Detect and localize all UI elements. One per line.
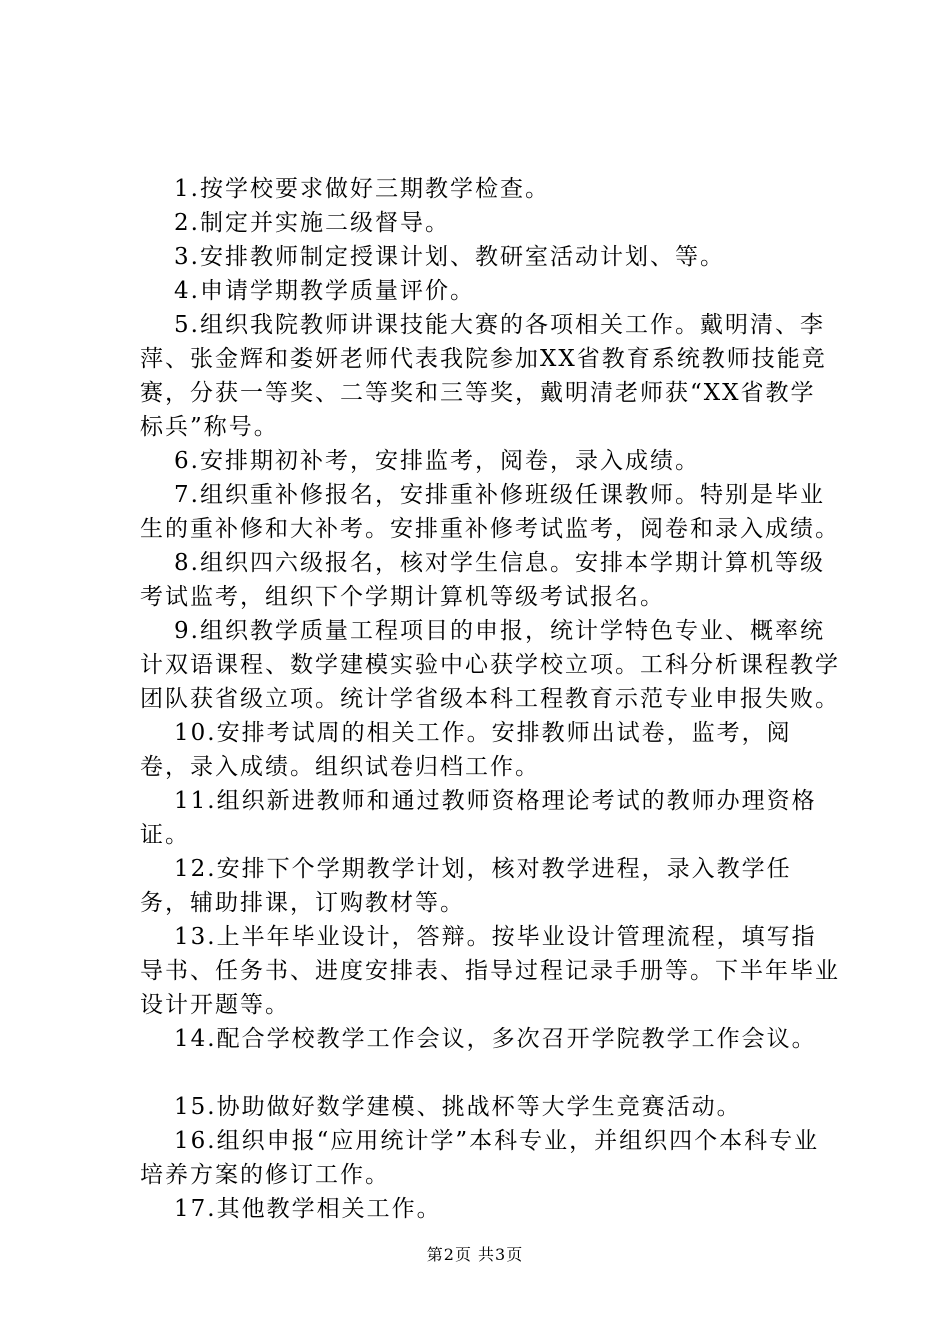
list-item: 7.组织重补修报名，安排重补修班级任课教师。特别是毕业生的重补修和大补考。安排重补修考试监考，阅卷和录入成绩。 [140,482,840,542]
list-item: 14.配合学校教学工作会议，多次召开学院教学工作会议。 [174,1026,817,1052]
list-item: 13.上半年毕业设计，答辩。按毕业设计管理流程，填写指导书、任务书、进度安排表、指导过程记录手册等。下半年毕业设计开题等。 [140,924,840,1018]
list-item: 10.安排考试周的相关工作。安排教师出试卷，监考，阅卷，录入成绩。组织试卷归档工作。 [140,720,792,780]
list-item: 16.组织申报“应用统计学”本科专业，并组织四个本科专业培养方案的修订工作。 [140,1128,820,1188]
list-item: 9.组织教学质量工程项目的申报，统计学特色专业、概率统计双语课程、数学建模实验中心获学校立项。工科分析课程教学团队获省级立项。统计学省级本科工程教育示范专业申报失败。 [140,618,840,712]
list-item: 12.安排下个学期教学计划，核对教学进程，录入教学任务，辅助排课，订购教材等。 [140,856,792,916]
list-item: 15.协助做好数学建模、挑战杯等大学生竞赛活动。 [174,1094,742,1120]
list-item: 4.申请学期教学质量评价。 [174,278,475,304]
list-item: 5.组织我院教师讲课技能大赛的各项相关工作。戴明清、李萍、张金辉和娄妍老师代表我院参加XX省教育系统教师技能竞赛，分获一等奖、二等奖和三等奖，戴明清老师获“XX省教学标兵”称号。 [140,312,827,440]
list-item: 3.安排教师制定授课计划、教研室活动计划、等。 [174,244,725,270]
document-body [140,172,840,1226]
list-item: 1.按学校要求做好三期教学检查。 [174,176,550,202]
list-item: 17.其他教学相关工作。 [174,1196,442,1222]
page-footer: 第2页 共3页 [426,1245,524,1264]
list-item: 11.组织新进教师和通过教师资格理论考试的教师办理资格证。 [140,788,817,848]
list-item: 2.制定并实施二级督导。 [174,210,450,236]
list-item: 6.安排期初补考，安排监考，阅卷，录入成绩。 [174,448,700,474]
list-item: 8.组织四六级报名，核对学生信息。安排本学期计算机等级考试监考，组织下个学期计算机等级考试报名。 [140,550,825,610]
